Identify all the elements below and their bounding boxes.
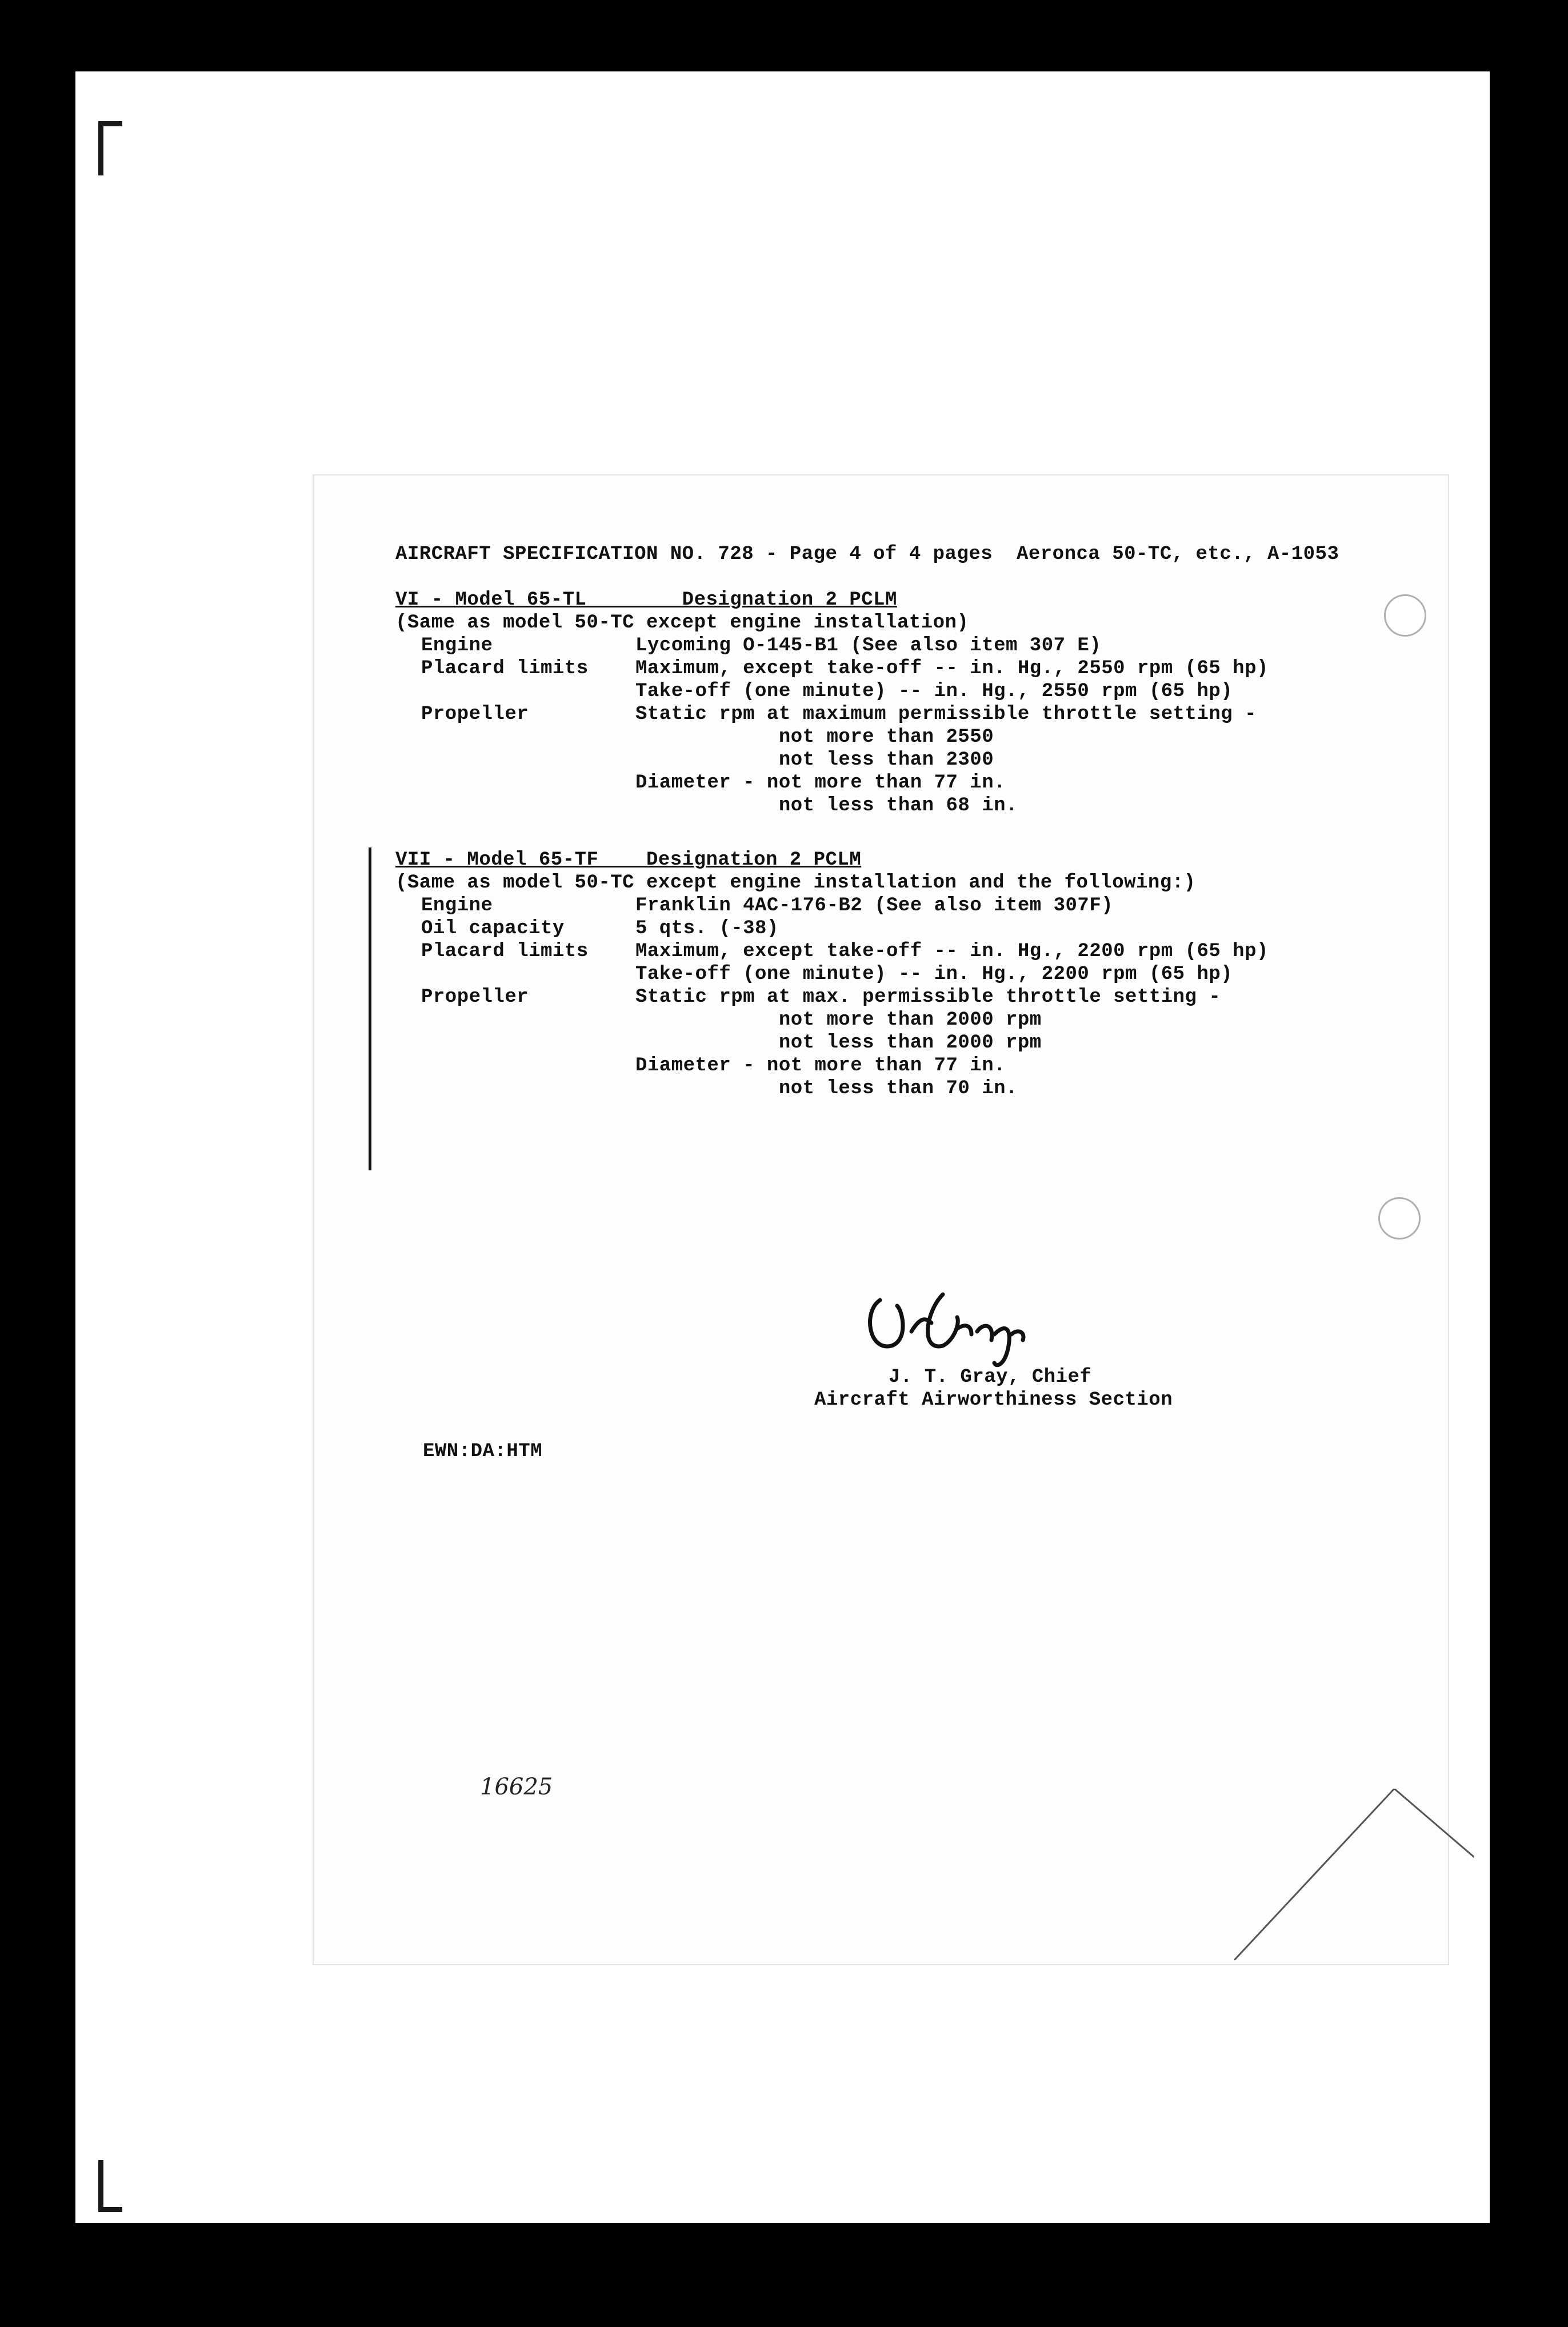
row-label: Engine bbox=[421, 895, 493, 917]
handwritten-number bbox=[477, 1769, 580, 1803]
row-value: Take-off (one minute) -- in. Hg., 2200 rpm (65 hp) bbox=[635, 963, 1233, 985]
crop-mark-bottom-left-h bbox=[98, 2207, 122, 2212]
document-header: AIRCRAFT SPECIFICATION NO. 728 - Page 4 of 4 pages Aeronca 50-TC, etc., A-1053 bbox=[395, 543, 1339, 565]
row-value: Lycoming O-145-B1 (See also item 307 E) bbox=[635, 635, 1102, 657]
row-value: Franklin 4AC-176-B2 (See also item 307F) bbox=[635, 895, 1114, 917]
revision-bar bbox=[369, 847, 371, 1170]
crop-mark-bottom-left bbox=[98, 2160, 103, 2212]
row-value: not less than 2000 rpm bbox=[635, 1032, 1042, 1054]
section-vii-title: VII - Model 65-TF Designation 2 PCLM bbox=[395, 849, 862, 871]
row-value: not more than 2550 bbox=[635, 726, 994, 748]
punch-hole-top bbox=[1384, 594, 1426, 637]
folded-corner bbox=[1234, 1789, 1474, 1960]
row-value: not more than 2000 rpm bbox=[635, 1009, 1042, 1031]
row-label: Oil capacity bbox=[421, 918, 565, 939]
row-value: Static rpm at maximum permissible throttle setting - bbox=[635, 703, 1257, 725]
row-label: Engine bbox=[421, 635, 493, 657]
signature-title: Aircraft Airworthiness Section bbox=[814, 1389, 1173, 1411]
signature-name: J. T. Gray, Chief bbox=[889, 1366, 1092, 1388]
row-label: Propeller bbox=[421, 986, 529, 1008]
row-value: not less than 70 in. bbox=[635, 1078, 1018, 1099]
section-vi-note: (Same as model 50-TC except engine installation) bbox=[395, 612, 969, 634]
row-value: Maximum, except take-off -- in. Hg., 2550 rpm (65 hp) bbox=[635, 658, 1269, 679]
row-value: Static rpm at max. permissible throttle setting - bbox=[635, 986, 1221, 1008]
row-value: Maximum, except take-off -- in. Hg., 2200 rpm (65 hp) bbox=[635, 941, 1269, 962]
punch-hole-middle bbox=[1378, 1197, 1421, 1240]
row-label: Propeller bbox=[421, 703, 529, 725]
row-value: not less than 68 in. bbox=[635, 795, 1018, 817]
row-value: Diameter - not more than 77 in. bbox=[635, 772, 1006, 794]
row-value: Take-off (one minute) -- in. Hg., 2550 rpm (65 hp) bbox=[635, 681, 1233, 702]
row-value: 5 qts. (-38) bbox=[635, 918, 779, 939]
section-vi-title: VI - Model 65-TL Designation 2 PCLM bbox=[395, 589, 897, 611]
row-value: Diameter - not more than 77 in. bbox=[635, 1055, 1006, 1077]
crop-mark-top-left bbox=[98, 121, 103, 175]
svg-text:16625: 16625 bbox=[480, 1774, 553, 1800]
row-label: Placard limits bbox=[421, 941, 589, 962]
signature bbox=[857, 1277, 1086, 1380]
initials: EWN:DA:HTM bbox=[423, 1441, 543, 1462]
crop-mark-top-left-h bbox=[98, 121, 122, 126]
row-label: Placard limits bbox=[421, 658, 589, 679]
section-vii-note: (Same as model 50-TC except engine installation and the following:) bbox=[395, 872, 1196, 894]
row-value: not less than 2300 bbox=[635, 749, 994, 771]
